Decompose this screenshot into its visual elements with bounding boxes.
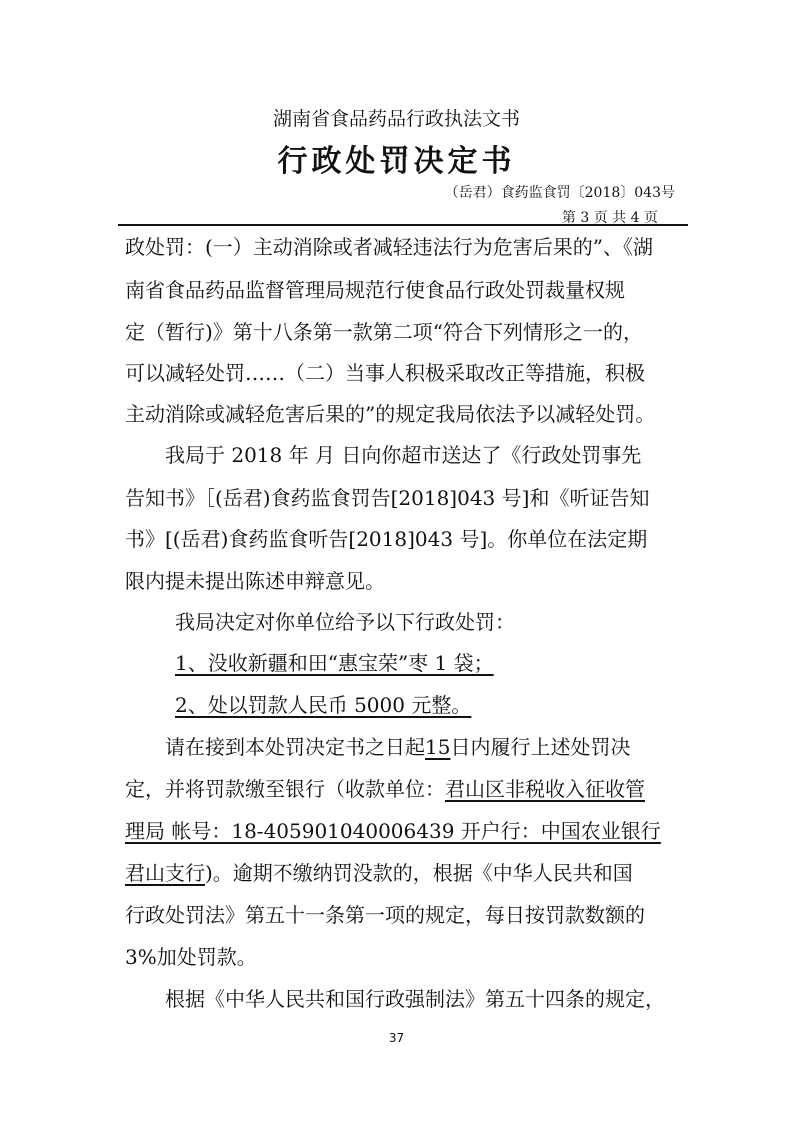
body-line: 可以减轻处罚……（二）当事人积极采取改正等措施，积极	[125, 361, 645, 385]
payment-days: 15	[425, 735, 451, 759]
body-line: 南省食品药品监督管理局规范行使食品行政处罚裁量权规	[125, 278, 625, 302]
body-text: 请在接到本处罚决定书之日起	[165, 735, 425, 759]
body-line: 根据《中华人民共和国行政强制法》第五十四条的规定，	[165, 987, 665, 1011]
body-line: 告知书》［(岳君)食药监食罚告[2018]043 号]和《听证告知	[125, 486, 650, 510]
body-line: 主动消除或减轻危害后果的”的规定我局依法予以减轻处罚。	[125, 402, 656, 426]
body-text: 定，并将罚款缴至银行（收款单位：	[125, 777, 445, 801]
body-line: 政处罚：(一）主动消除或者减轻违法行为危害后果的”、《湖	[125, 235, 654, 259]
body-line: 行政处罚法》第五十一条第一项的规定，每日按罚款数额的	[125, 903, 645, 927]
page-number: 37	[388, 1031, 405, 1045]
page-info: 第 3 页 共 4 页	[561, 210, 658, 226]
body-line: 我局决定对你单位给予以下行政处罚：	[175, 610, 515, 634]
document-title: 行政处罚决定书	[277, 144, 516, 179]
body-line: 限内提未提出陈述申辩意见。	[125, 569, 385, 593]
body-text: 日内履行上述处罚决	[450, 735, 631, 759]
payee-name: 君山区非税收入征收管	[445, 777, 645, 801]
penalty-item-confiscation: 1、没收新疆和田“惠宝荣”枣 1 袋；	[175, 651, 494, 675]
bank-branch: 君山支行	[125, 861, 205, 885]
bank-account-info: 理局 帐号：18-405901040006439 开户行：中国农业银行	[125, 819, 661, 843]
body-line: 书》[(岳君)食药监食听告[2018]043 号]。你单位在法定期	[125, 527, 648, 551]
header-divider	[118, 224, 688, 226]
document-org-title: 湖南省食品药品行政执法文书	[272, 108, 520, 130]
body-line	[125, 855, 633, 891]
body-text: )。逾期不缴纳罚没款的，根据《中华人民共和国	[205, 861, 633, 885]
body-line	[165, 729, 630, 765]
body-line: 我局于 2018 年 月 日向你超市送达了《行政处罚事先	[165, 443, 642, 467]
body-line: 定（暂行)》第十八条第一款第二项“符合下列情形之一的，	[125, 320, 644, 344]
body-line	[125, 771, 645, 807]
body-line: 3%加处罚款。	[125, 945, 257, 969]
document-number: （岳君）食药监食罚〔2018〕043号	[444, 185, 675, 201]
penalty-item-fine: 2、处以罚款人民币 5000 元整。	[175, 693, 472, 717]
